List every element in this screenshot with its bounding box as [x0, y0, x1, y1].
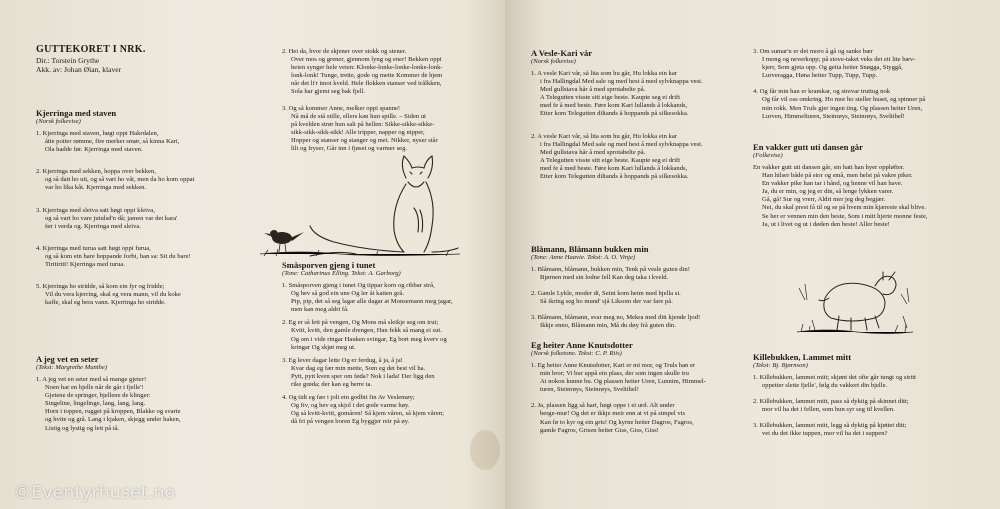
verse-line: Og hev så god ein une Og ler åt katten grå.: [291, 290, 404, 298]
verse-line: I mong og neverkopp; på stove-taket veks det eit lite bæv-: [762, 56, 916, 64]
verse-line: Med gullstava hår å med sprotabelte på.: [540, 86, 646, 94]
verse-line: Ja, ut i livet og ut i døden den beste! Aller beste!: [762, 220, 890, 228]
verse-line: i fra Hallingdal Med sale og med hest å med sylvknappa vest.: [540, 140, 703, 148]
song-a-jeg-vet-en-seter-continued: [282, 48, 497, 158]
song-eg-heiter-anne-knutsdotter: [531, 340, 753, 440]
choir-header: [36, 44, 266, 74]
verse-line: Ola hadde før. Kjerringa med staven.: [45, 146, 143, 154]
song-en-vakker-gutt: [753, 142, 993, 234]
verse-line: A Telegutten visste sitt eige beste. Kaupte seg ei drift: [540, 156, 681, 164]
verse-line: Vil du vera kjerring, skal eg vera mann, vil du koke: [45, 291, 181, 299]
verse-line: 2. Kjerringa med sekken, hoppa over bekken,: [36, 168, 156, 176]
verse-line: kjerr, Som gjeta opp. Og geita heiter Snøgga, Styggå,: [762, 64, 903, 72]
accompaniment-credit: Akk. av: Johan Øian, klaver: [36, 65, 122, 74]
song-title: Blåmann, Blåmann bukken min: [531, 244, 649, 254]
song-subtitle: (Tone: Catharinus Elling. Tekst: A. Garborg): [282, 270, 401, 277]
verse-line: turen, Steinrøys, Steinrøys, Sveltihel!: [540, 386, 639, 394]
verse-line: Ikkje enno, Blåmann min, Må du døy frå guten din.: [540, 322, 676, 330]
verse-line: Gå, gå! Sur og vrerr, Aldri mer jeg deg begjær.: [762, 196, 886, 204]
verse-line: med fe å med beste. Føre kom Kari lullands å lokkands,: [540, 164, 688, 172]
verse-line: 3. Kjerringa med sleiva satt høgt oppi kleiva,: [36, 206, 155, 214]
right-page-column-2: [753, 0, 993, 509]
watermark-text: ©Eventyrhuset.no: [14, 483, 176, 503]
verse-line: Singeline, lingelinge, lang, lang, lang.: [45, 400, 146, 408]
verse-line: og så datt ho uti, og så vart ho våt, men da ho kom oppat: [45, 176, 195, 184]
paper-stain: [470, 430, 500, 470]
song-subtitle: (Tekst: Bj. Bjørnson): [753, 362, 808, 369]
verse-line: Bjørnen med sin lodne fell Kan deg taka i kveld.: [540, 274, 669, 282]
verse-line: sikk-sikk-sikk-sikk! Alle tripper, napper og nipper,: [291, 128, 425, 136]
conductor-credit: Dir.: Torstein Grythe: [36, 56, 100, 65]
song-smasporven: [282, 260, 497, 432]
song-title: A jeg vet en seter: [36, 354, 99, 364]
verse: [753, 374, 993, 390]
verse-line: Så ikring seg ho mund' sjå Liksom der var fare på.: [540, 298, 673, 306]
verse-line: Sola har gjemt seg bak fjell.: [291, 88, 365, 96]
verse-line: Og får vil oss omkring. Ho mor ho steller huset, eg spinner på: [762, 96, 926, 104]
verse-line: 2. Hei da, hvor de skjener over stokk og stener.: [282, 48, 407, 55]
song-title: A Vesle-Kari vår: [531, 48, 593, 58]
lamb-illustration: [795, 258, 915, 338]
verse-line: 1. Blåmann, blåmann, bukken min, Tenk på vesle guten din!: [531, 266, 690, 273]
verse-line: mor vil ha det i fellen, som hun syr seg til kvellen.: [762, 406, 895, 414]
verse: [753, 422, 993, 438]
verse-line: Tiritiriti! Kjerringa med turua.: [45, 261, 125, 269]
verse: [282, 48, 497, 97]
song-eg-heiter-anne-knutsdotter-continued: [753, 48, 993, 126]
verse-line: 3. Og så kommer Anne, melker oppi spanne!: [282, 104, 401, 112]
verse-line: og så kom ein hare hoppande forbi, han sa: Sit du bare!: [45, 252, 191, 260]
verse-line: heien synger hele veien: Klonke-lonke-lonke-lonke-lonk-: [291, 64, 443, 72]
verse-line: 2. Killebukken, lammet mitt, pass så dyktig på skinnet ditt;: [753, 398, 909, 406]
left-page-column-1: [36, 0, 266, 509]
verse-line: Og så kvitt-kvitt, gomåren! Så kjem våren, så kjem våren;: [291, 410, 444, 418]
verse-line: 2. Gamle Lykle, moder di, Seint kom heim med hjella si.: [531, 290, 681, 298]
verse-line: Med gullstava hår å med sprotabelte på.: [540, 148, 646, 156]
verse-line: Og om i vide ringar Hauken svingar, Eg bort meg kverv og: [291, 335, 447, 343]
verse-line: kaffe, skal eg bera vann. Kjerringa ho stridde.: [45, 299, 166, 307]
verse-line: Gjetene de springer, bjellene de klinger:: [45, 392, 151, 400]
verse-line: Listig og lystig og lett på tå.: [45, 424, 120, 432]
song-blamann: [531, 244, 753, 336]
verse-line: og hvite og grå. Lang i kjaken, skjegg under haken,: [45, 416, 181, 424]
verse-line: kringar Og skjøt meg ut.: [291, 343, 356, 351]
verse-line: 3. Eg lever dagar lette Og er ferdug, å ja, å ja!: [282, 356, 403, 364]
song-title: En vakker gutt uti dansen går: [753, 142, 863, 152]
verse: [282, 394, 497, 426]
song-title: Eg heiter Anne Knutsdotter: [531, 340, 633, 350]
verse-line: gamle Fagros, Grisen heiter Giss, Giss, Giss!: [540, 426, 659, 434]
verse: [282, 105, 497, 154]
verse-line: A Telegutten visste sitt eige beste. Kaupte seg ei drift: [540, 94, 681, 102]
verse-line: vet du det ikke tuppen, mor vil ha det i suppen?: [762, 430, 888, 438]
verse: [531, 70, 753, 119]
verse-line: Over mos og grener, gjennom lyng og ener! Bekken oppi: [291, 56, 442, 64]
verse-line: 3. Om sumar'n er det moro å gå og sanke bær: [753, 48, 873, 55]
verse-line: oppetter slette fjelle', følg du vakkert din bjelle.: [762, 382, 888, 390]
verse: [531, 314, 753, 330]
verse-line: med fe å med beste. Føre kom Kari lullands å lokkands,: [540, 102, 688, 110]
verse: [753, 398, 993, 414]
verse-line: 1. A vesle Kari vår, så lita som hu går, Hu lokka ein kar: [531, 70, 677, 77]
verse: [36, 283, 266, 307]
verse: [282, 282, 497, 314]
verse: [36, 168, 266, 192]
verse: [531, 133, 753, 182]
verse: [531, 266, 753, 282]
verse-line: Nå må de stå stille, ellers kan hun spille. – Siden ut: [291, 112, 426, 120]
song-a-vesle-kari-var: [531, 48, 753, 186]
song-subtitle: (Norsk folkevise): [36, 118, 81, 125]
verse: [36, 207, 266, 231]
verse-line: 4. Og tidt eg fær i joli ein godbit fin Av Veslemøy;: [282, 394, 415, 402]
verse-line: Etter kom Telegutten diltands å hoppands på silkesokka.: [540, 110, 689, 118]
verse-line: Nei, du skal prest få til og se på hvem min kjæreste skal blive.: [762, 204, 926, 212]
verse-line: Noen har en bjelle når de går i fjelle'!: [45, 384, 144, 392]
song-subtitle: (Tone: Anne Haavie. Tekst: A. O. Vinje): [531, 254, 636, 261]
verse: [282, 319, 497, 351]
verse-line: 5. Kjerringa ho stridde, så kom ein fyr og fridde;: [36, 283, 165, 291]
right-page: [505, 0, 1000, 509]
song-subtitle: (Tekst: Margrethe Munthe): [36, 364, 108, 371]
song-kjerringa-med-staven: [36, 108, 266, 312]
verse-line: på kvelden strør hun salt på hellen: Sikke-sikke-sikke-: [291, 120, 435, 128]
song-subtitle: (Norsk folkevise): [531, 58, 576, 65]
verse-line: 1. Kjerringa med staven, høgt oppi Hakrdalen,: [36, 130, 159, 137]
verse-line: En vakker gutt uti dansen går, sin hatt han hyer oppløfter.: [753, 164, 905, 171]
verse-line: Etter kom Telegutten diltands å hoppands på silkesokka.: [540, 173, 689, 181]
verse-line: åtte potter rømme, fire merker smør, så kinna Kari,: [45, 138, 180, 146]
verse-line: At nokon kunne bu. Og plassen heiter Uren, Lunnim, Himmel-: [540, 378, 706, 386]
song-title: Småsporven gjeng i tunet: [282, 260, 376, 270]
verse-line: min rokk. Men Truls gjer ingen ting. Og plassen heiter Uren,: [762, 104, 923, 112]
verse-line: lilt og fryser, Går inn i fjøset og varmer seg.: [291, 145, 408, 153]
verse-line: då fri på vengen boren Eg byggjer reir på øy.: [291, 418, 410, 426]
verse-line: Hopper og stanser og stanger og mei. Nikker, nyser står: [291, 136, 438, 144]
verse-line: Kan fø to kyr og ein gris! Og kyrne heiter Dagros, Fagros,: [540, 418, 694, 426]
verse-line: Kvitt, kvitt, den gamle drengen, Han fekk så mang ei sut.: [291, 327, 442, 335]
song-subtitle: (Folkevise): [753, 152, 783, 159]
verse-line: Se her er vennen min den beste, Som i mitt hjerte monne feste,: [762, 212, 928, 220]
verse: [531, 290, 753, 306]
verse-line: før i verda og. Kjerringa med sleiva.: [45, 222, 141, 230]
song-title: Kjerringa med staven: [36, 108, 117, 118]
verse-line: Lurveragga, Høna heiter Tupp, Tupp, Tupp.: [762, 72, 878, 80]
verse-line: 2. Eg er så lett på vengen, Og Mons må sleikje seg om trut;: [282, 319, 439, 327]
verse: [753, 164, 993, 229]
verse-line: når det li'r imot kveld. Hele flokken stanser ved trålkken,: [291, 80, 442, 88]
verse-line: Pytt, pytt kven sper om føda? Nok i lada! Der ligg den: [291, 372, 435, 380]
song-title: Killebukken, Lammet mitt: [753, 352, 852, 362]
verse-line: min bror; Vi bur uppå ein plass, der som ingen skulle tru: [540, 370, 689, 378]
verse-line: Han hilser både på stor og små, men helst på vakre piker.: [762, 172, 913, 180]
verse-line: i fra Hallingdal Med sale og med hest å med sylvknappa vest.: [540, 78, 703, 86]
verse-line: Horn i toppen, rugget på kroppen, Blakke og svarte: [45, 408, 181, 416]
verse-line: 4. Og får min han er kramkar, og strevar truttug nok: [753, 88, 891, 96]
verse-line: berge-mur! Og det er ikkje meir enn at vi på simpel vis: [540, 410, 686, 418]
verse-line: 1. Småsporven gjeng i tunet Og tippar korn og ribbar strå,: [282, 282, 435, 289]
verse-line: 2. A vesle Kari vår, så lita som hu går, Hu lokka ein kar: [531, 132, 677, 140]
song-a-jeg-vet-en-seter: [36, 354, 266, 438]
verse-line: Pip, pip, det så seg lagar alle dagar at Monsemann meg jagar,: [291, 298, 453, 306]
verse-line: 1. Killebukken, lammet mitt; skjønt det ofte går tungt og stritt: [753, 374, 916, 381]
verse-line: og så vart ho vare jutulsd'n då; jamen var det kara': [45, 214, 178, 222]
verse-line: lonk-lonk! Tunge, trette, gode og mette Kommer de hjem: [291, 72, 443, 80]
verse-line: Lurven, Himmelturen, Steinrøys, Steinrøys, Sveltihel!: [762, 112, 905, 120]
verse-line: rike grøda; der kan eg berre ta.: [291, 381, 373, 389]
watermark: [14, 483, 175, 503]
verse: [282, 357, 497, 389]
verse: [531, 362, 753, 394]
verse-line: Ja, du er min, og jeg er din, så lenge lykken varer.: [762, 188, 894, 196]
verse-line: men kan meg aldri få.: [291, 306, 349, 314]
verse-line: 4. Kjerringa med turua satt høgt oppi furua,: [36, 244, 151, 252]
verse: [36, 245, 266, 269]
verse-line: 1. A jeg vet en seter med så mange gjeter!: [36, 376, 147, 383]
song-killebukken: [753, 352, 993, 444]
verse-line: 3. Killebukken, lammet mitt, legg så dyktig på kjøttet ditt;: [753, 422, 907, 430]
song-subtitle: (Norsk folketone. Tekst: C. P. Riis): [531, 350, 622, 357]
verse: [753, 48, 993, 80]
verse-line: 2. Ja, plassen ligg så hart, høgt oppe i ei urd. Alt under: [531, 402, 675, 410]
verse: [531, 402, 753, 434]
cat-and-sparrow-illustration: [256, 148, 466, 260]
choir-title: GUTTEKORET I NRK.: [36, 44, 146, 55]
right-page-column-1: [531, 0, 753, 509]
verse-line: 1. Eg heiter Anne Knutsdotter, Kari er mi mor, og Truls han er: [531, 362, 696, 369]
verse: [36, 376, 266, 433]
verse: [36, 130, 266, 154]
verse-line: 3. Blåmann, blåmann, svar meg no, Mekra med ditt kjende ljod!: [531, 314, 701, 322]
verse-line: Og fiv, og hev eg skjol i det gode varme høy.: [291, 402, 410, 410]
verse-line: var ho lika kåt. Kjerringa med sekken.: [45, 184, 147, 192]
verse: [753, 88, 993, 120]
verse-line: Kvar dag eg fær min mette, Som eg det best vil ha.: [291, 364, 426, 372]
verse-line: En vakker pike han tar i hånd, og henne vil han have.: [762, 180, 903, 188]
